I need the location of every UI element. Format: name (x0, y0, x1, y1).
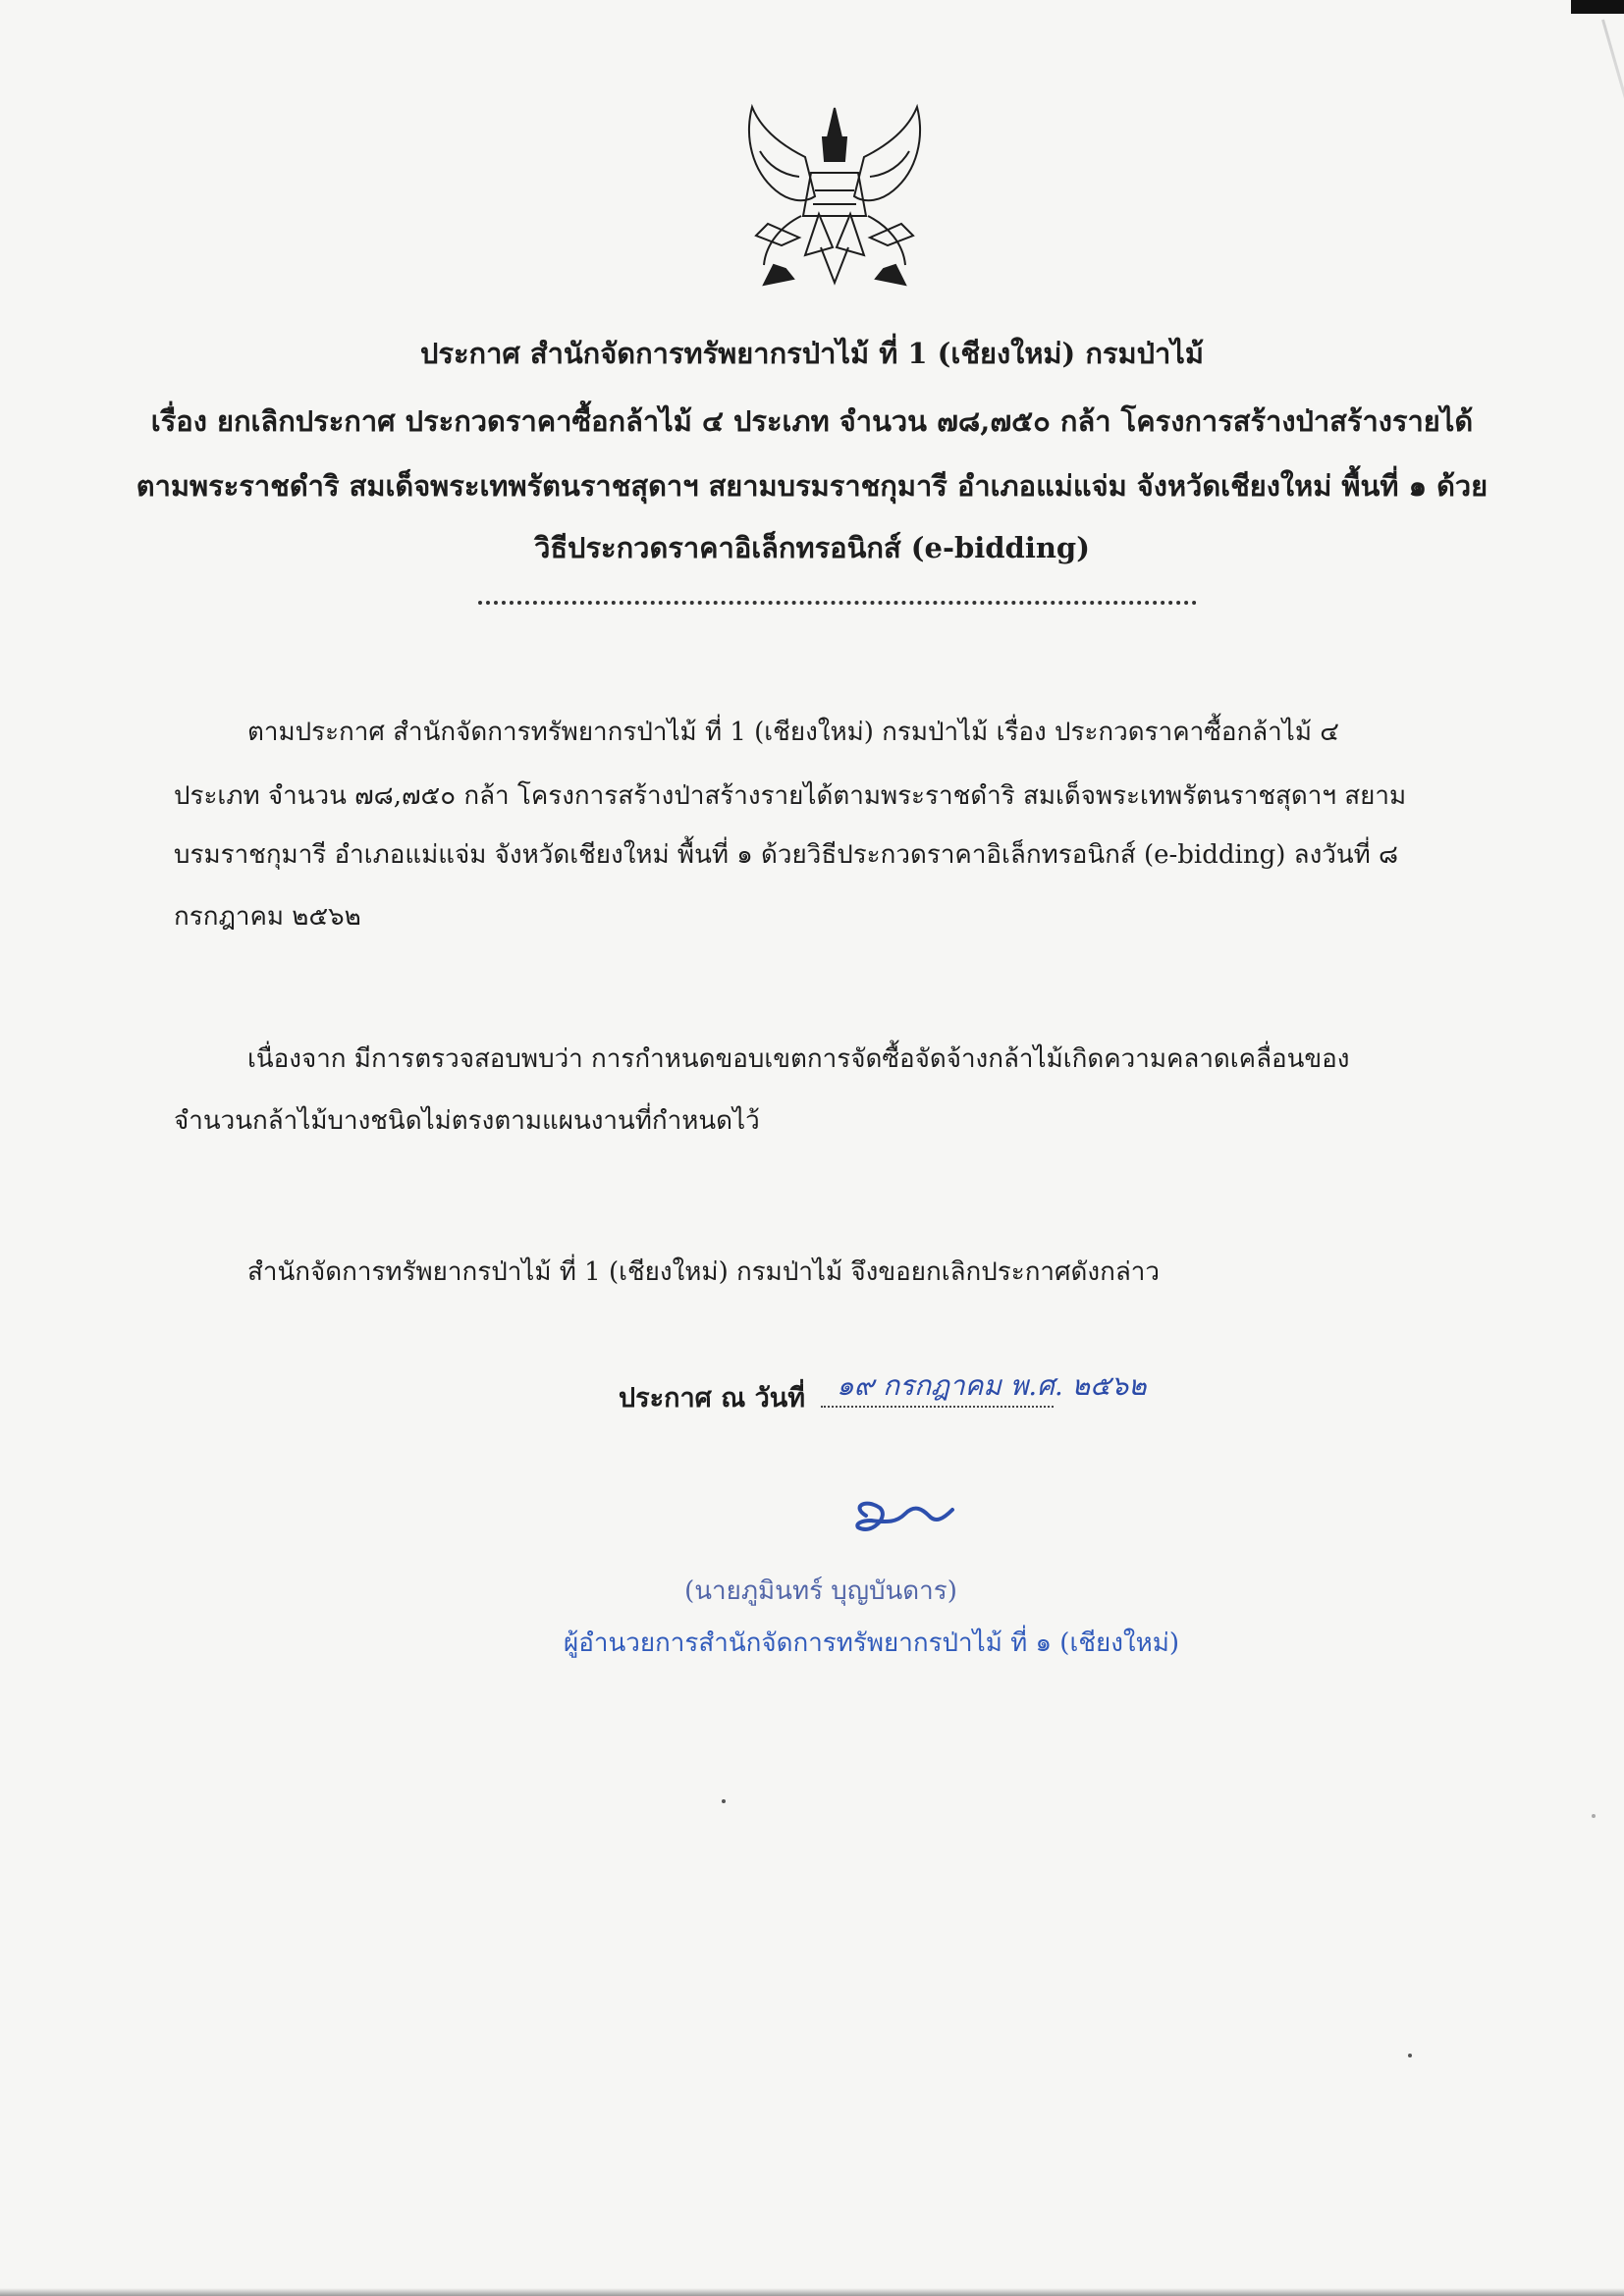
signer-name: (นายภูมินทร์ บุญบันดาร) (684, 1576, 957, 1606)
scan-speck (722, 1799, 726, 1803)
subject-line-2: ตามพระราชดำริ สมเด็จพระเทพรัตนราชสุดาฯ สยามบรมราชกุมารี อำเภอแม่แจ่ม จังหวัดเชียงใหม่ พื้นที่ ๑ ด้วย (135, 469, 1489, 503)
handwritten-date: ๑๙ กรกฎาคม พ.ศ. ๒๕๖๒ (837, 1369, 1147, 1402)
subject-line-3: วิธีประกวดราคาอิเล็กทรอนิกส์ (e-bidding) (534, 531, 1090, 564)
scan-speck (1408, 2054, 1412, 2057)
paragraph-2-line-2: จำนวนกล้าไม้บางชนิดไม่ตรงตามแผนงานที่กำหนดไว้ (174, 1106, 760, 1136)
paragraph-2-line-1: เนื่องจาก มีการตรวจสอบพบว่า การกำหนดขอบเขตการจัดซื้อจัดจ้างกล้าไม้เกิดความคลาดเคลื่อนของ (247, 1044, 1350, 1074)
paragraph-1-line-1: ตามประกาศ สำนักจัดการทรัพยากรป่าไม้ ที่ 1 (เชียงใหม่) กรมป่าไม้ เรื่อง ประกวดราคาซื้อกล้าไม้ ๔ (247, 718, 1339, 747)
signature-icon (844, 1490, 958, 1551)
paragraph-1-line-4: กรกฎาคม ๒๕๖๒ (174, 902, 361, 932)
paragraph-1-line-3: บรมราชกุมารี อำเภอแม่แจ่ม จังหวัดเชียงใหม่ พื้นที่ ๑ ด้วยวิธีประกวดราคาอิเล็กทรอนิกส์ (e-bidding) ลงวันที่ ๘ (174, 840, 1399, 870)
dotted-separator (478, 601, 1197, 605)
paragraph-1-line-2: ประเภท จำนวน ๗๘,๗๕๐ กล้า โครงการสร้างป่าสร้างรายได้ตามพระราชดำริ สมเด็จพระเทพรัตนราชสุดาฯ สยาม (174, 781, 1407, 811)
scan-artifact-line (1601, 20, 1624, 238)
scan-speck (1592, 1814, 1596, 1818)
paragraph-3: สำนักจัดการทรัพยากรป่าไม้ ที่ 1 (เชียงใหม่) กรมป่าไม้ จึงขอยกเลิกประกาศดังกล่าว (247, 1257, 1160, 1287)
scan-edge-dark-corner (1571, 0, 1624, 14)
document-title: ประกาศ สำนักจัดการทรัพยากรป่าไม้ ที่ 1 (เชียงใหม่) กรมป่าไม้ (419, 337, 1205, 370)
garuda-emblem-icon (729, 90, 941, 298)
subject-line-1: เรื่อง ยกเลิกประกาศ ประกวดราคาซื้อกล้าไม้ ๔ ประเภท จำนวน ๗๘,๗๕๐ กล้า โครงการสร้างป่าสร้างรายได้ (150, 404, 1474, 438)
scan-edge-bottom (0, 2288, 1624, 2296)
announcement-date-label: ประกาศ ณ วันที่ (619, 1383, 806, 1414)
signer-title: ผู้อำนวยการสำนักจัดการทรัพยากรป่าไม้ ที่ ๑ (เชียงใหม่) (564, 1629, 1180, 1658)
